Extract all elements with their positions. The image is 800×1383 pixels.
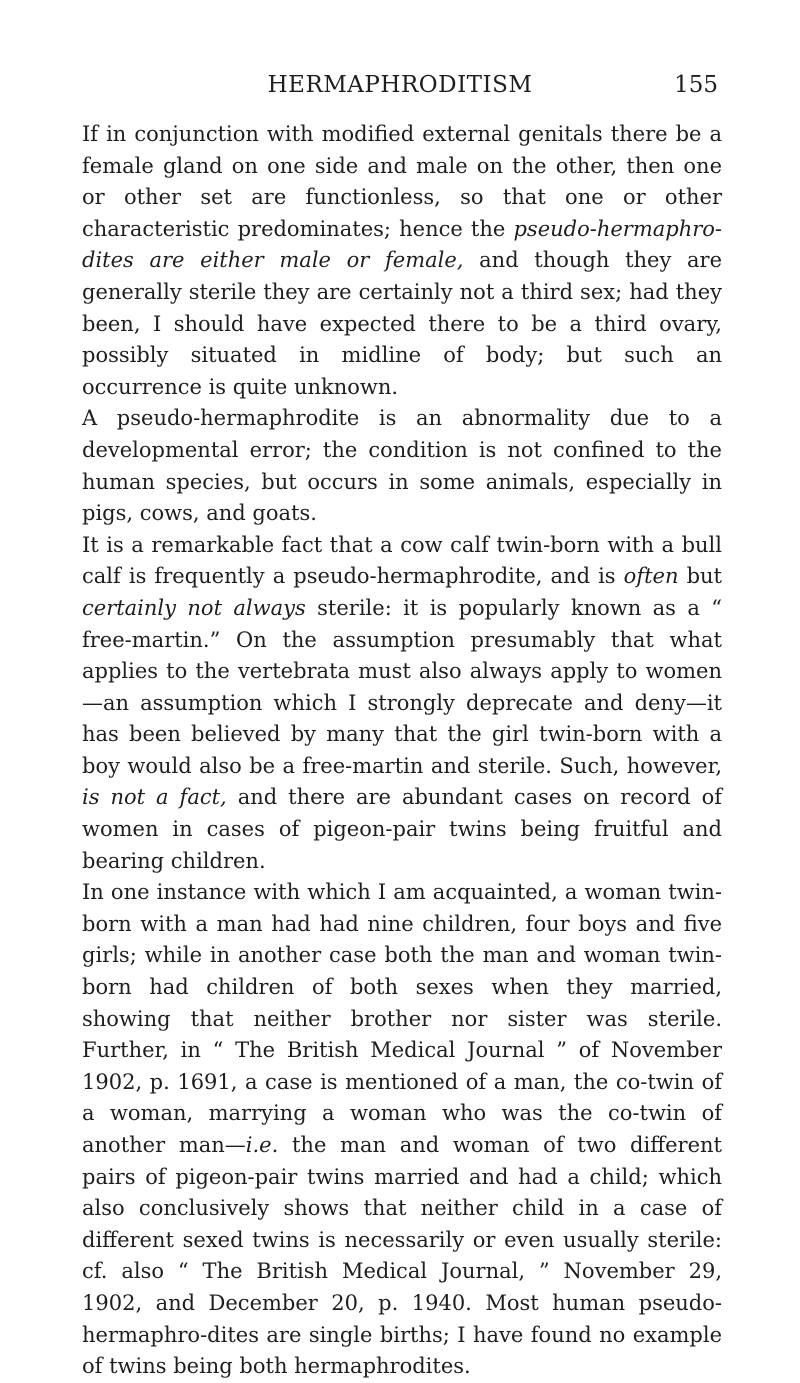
text-run: It is a remarkable fact that a cow calf twin-born with a bull calf is frequently a pseudo-hermaphrodite, and is (82, 532, 722, 589)
text-run: sterile: it is popularly known as a “ free-martin.” On the assumption presumably that what applies to the vertebrata must also always apply to women—an assumption which I strongly deprecate and deny—it has been believed by many that the girl twin-born with a boy would also be a free-martin and sterile. Such, however, (82, 595, 722, 778)
text-run: the man and woman of two different pairs of pigeon-pair twins married and had a child; which also conclusively shows that neither child in a case of different sexed twins is necessarily or even usually sterile: cf. also “ The British Medical Journal, ” November 29, 1902, and December 20, p. 1940. Most human pseudo-hermaphro-dites are single births; I have found no example of twins being both hermaphrodites. (82, 1133, 722, 1379)
italic-text: is not a fact, (82, 785, 227, 810)
italic-text: certainly not always (82, 595, 306, 620)
running-title: HERMAPHRODITISM (267, 72, 533, 98)
italic-text: pseudo-hermaphro-dites are either male or female, (82, 216, 722, 273)
text-run: A pseudo-hermaphrodite is an abnormality due to a developmental error; the condition is not confined to the human species, but occurs in some animals, especially in pigs, cows, and goats. (82, 406, 722, 526)
paragraph-1 (82, 119, 722, 403)
body-text (82, 119, 722, 1383)
paragraph-3 (82, 530, 722, 878)
text-run: and though they are generally sterile they are certainly not a third sex; had they been, I should have expected there to be a third ovary, possibly situated in midline of body; but such an occurrence is quite unknown. (82, 248, 723, 399)
paragraph-4 (82, 877, 722, 1383)
text-run: In one instance with which I am acquainted, a woman twin-born with a man had had nine children, four boys and five girls; while in another case both the man and woman twin-born had children of both sexes when they married, showing that neither brother nor sister was sterile. Further, in “ The British Medical Journal ” of November 1902, p. 1691, a case is mentioned of a man, the co-twin of a woman, marrying a woman who was the co-twin of another man— (82, 880, 722, 1157)
text-run: and there are abundant cases on record of women in cases of pigeon-pair twins being fruitful and bearing children. (82, 785, 722, 873)
italic-text: i.e. (245, 1133, 279, 1157)
page-number: 155 (674, 72, 718, 98)
italic-text: often (623, 564, 679, 589)
text-run: but (678, 564, 722, 589)
running-head (82, 72, 718, 104)
text-run: If in conjunction with modified external genitals there be a female gland on one side and male on the other, then one or other set are functionless, so that one or other characteristic predominates; hence the (82, 122, 722, 241)
paragraph-2 (82, 403, 722, 529)
